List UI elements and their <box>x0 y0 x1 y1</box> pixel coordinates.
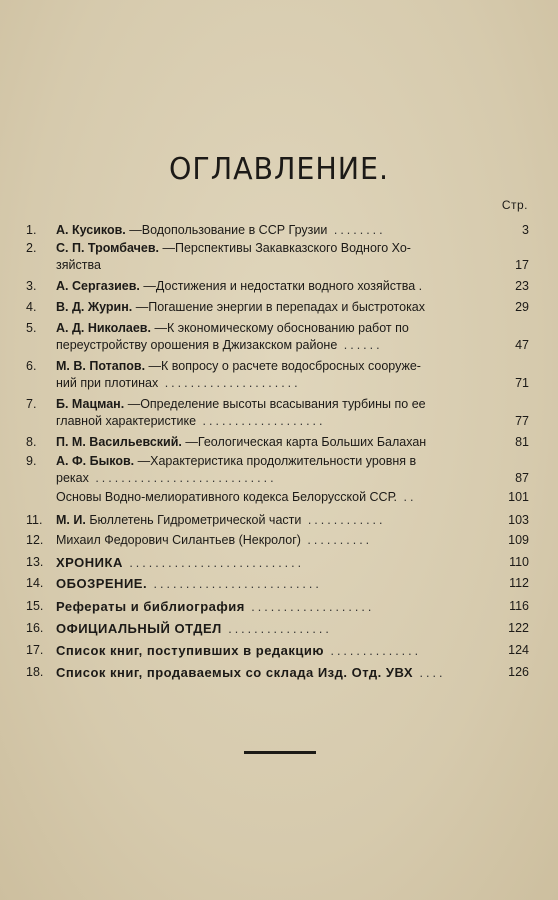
entry-page-number: 3 <box>522 223 529 237</box>
entry-text <box>56 320 500 337</box>
entry-text <box>56 375 500 392</box>
entry-title: —Погашение энергии в перепадах и быстротоках <box>135 300 426 314</box>
entry-number: 14. <box>26 576 44 590</box>
entry-title: —Геологическая карта Больших Балахан <box>185 435 427 449</box>
leader-dots: .......................... <box>147 577 322 591</box>
entry-number: 12. <box>26 533 44 547</box>
entry-page-number: 29 <box>515 300 529 314</box>
entry-text <box>56 489 500 506</box>
entry-text <box>56 575 500 593</box>
entry-page-number: 87 <box>515 471 529 485</box>
entry-number: 8. <box>26 435 37 449</box>
entry-number: 3. <box>26 279 37 293</box>
entry-author: А. Д. Николаев. <box>56 321 151 335</box>
entry-text <box>56 240 500 257</box>
entry-author: М. И. <box>56 513 86 527</box>
entry-title: —К экономическому обоснованию работ по <box>154 321 409 335</box>
entry-number: 1. <box>26 223 37 237</box>
entry-author: А. Ф. Быков. <box>56 454 135 468</box>
entry-title: зяйства <box>56 258 101 272</box>
entry-author: А. Кусиков. <box>56 223 126 237</box>
entry-author: А. Сергазиев. <box>56 279 140 293</box>
entry-number: 9. <box>26 454 37 468</box>
entry-page-number: 17 <box>515 258 529 272</box>
entry-page-number: 103 <box>508 513 529 527</box>
entry-text <box>56 532 500 549</box>
entry-number: 5. <box>26 321 37 335</box>
entry-author: С. П. Тромбачев. <box>56 241 159 255</box>
entry-author: В. Д. Журин. <box>56 300 133 314</box>
entry-number: 11. <box>26 513 43 527</box>
entry-author: ОФИЦИАЛЬНЫЙ ОТДЕЛ <box>56 621 222 636</box>
entry-page-number: 77 <box>515 414 529 428</box>
entry-text <box>56 337 500 354</box>
leader-dots: ................... <box>244 600 375 614</box>
leader-dots: ............ <box>301 513 386 527</box>
entry-text <box>56 512 500 529</box>
entry-page-number: 112 <box>509 576 529 590</box>
leader-dots: ............................ <box>88 471 277 485</box>
toc-entry[interactable] <box>0 240 558 274</box>
entry-author: М. В. Потапов. <box>56 359 146 373</box>
entry-number: 16. <box>26 621 44 635</box>
toc-entry[interactable] <box>0 396 558 430</box>
entry-number: 15. <box>26 599 44 613</box>
entry-page-number: 116 <box>509 599 529 613</box>
toc-entry[interactable] <box>0 664 558 681</box>
entry-page-number: 126 <box>508 665 529 679</box>
entry-page-number: 124 <box>508 643 529 657</box>
toc-entry[interactable] <box>0 489 558 506</box>
entry-number: 2. <box>26 241 37 255</box>
entry-author: П. М. Васильевский. <box>56 435 182 449</box>
toc-entry[interactable] <box>0 222 558 239</box>
entry-text <box>56 413 500 430</box>
entry-text <box>56 257 500 274</box>
entry-author: Список книг, продаваемых со склада Изд. Отд. УВХ <box>56 665 414 680</box>
entry-text <box>56 358 500 375</box>
entry-page-number: 47 <box>515 338 529 352</box>
toc-entry[interactable] <box>0 299 558 316</box>
entry-number: 13. <box>26 555 44 569</box>
entry-number: 17. <box>26 643 44 657</box>
entry-title: Бюллетень Гидрометрической части <box>89 513 302 527</box>
entry-text <box>56 470 500 487</box>
entry-text <box>56 396 500 413</box>
end-rule <box>244 751 316 754</box>
entry-title: —Водопользование в ССР Грузии <box>129 223 328 237</box>
entry-number: 4. <box>26 300 37 314</box>
entry-page-number: 81 <box>515 435 529 449</box>
entry-title: ний при плотинах <box>56 376 159 390</box>
entry-author: Рефераты и библиография <box>56 599 245 614</box>
entry-number: 18. <box>26 665 44 679</box>
entry-text <box>56 664 500 682</box>
entry-title: —Определение высоты всасывания турбины по ее <box>127 397 426 411</box>
entry-text <box>56 434 500 451</box>
leader-dots: ...... <box>337 338 383 352</box>
page-column-label: Стр. <box>501 198 528 212</box>
toc-entry[interactable] <box>0 320 558 354</box>
entry-text <box>56 554 500 572</box>
entry-number: 6. <box>26 359 37 373</box>
toc-heading: ОГЛАВЛЕНИЕ. <box>168 152 389 187</box>
entry-text <box>56 642 500 660</box>
toc-entry[interactable] <box>0 278 558 295</box>
toc-entry[interactable] <box>0 554 558 571</box>
entry-title: Михаил Федорович Силантьев (Некролог) <box>56 533 301 547</box>
toc-entry[interactable] <box>0 620 558 637</box>
entry-page-number: 71 <box>515 376 529 390</box>
leader-dots: ........ <box>327 223 386 237</box>
entry-title: главной характеристике <box>56 414 197 428</box>
leader-dots: ..................... <box>158 376 301 390</box>
toc-entry[interactable] <box>0 512 558 529</box>
toc-entry[interactable] <box>0 434 558 451</box>
entry-author: ОБОЗРЕНИЕ. <box>56 576 148 591</box>
entry-page-number: 109 <box>508 533 529 547</box>
entry-text <box>56 598 500 616</box>
entry-text <box>56 620 500 638</box>
entry-author: Список книг, поступивших в редакцию <box>56 643 324 658</box>
entry-text <box>56 299 500 316</box>
entry-title: Основы Водно-мелиоративного кодекса Белорусской ССР. <box>56 490 398 504</box>
entry-text <box>56 453 500 470</box>
entry-title: —К вопросу о расчете водосбросных сооруже- <box>148 359 421 373</box>
entry-author: ХРОНИКА <box>56 555 123 570</box>
toc-entry[interactable] <box>0 358 558 392</box>
entry-page-number: 23 <box>515 279 529 293</box>
entry-page-number: 101 <box>508 490 529 504</box>
leader-dots: ................... <box>196 414 326 428</box>
toc-entry[interactable] <box>0 532 558 549</box>
entry-page-number: 110 <box>509 555 529 569</box>
entry-number: 7. <box>26 397 37 411</box>
entry-page-number: 122 <box>508 621 529 635</box>
leader-dots: .......... <box>300 533 373 547</box>
entry-title: —Характеристика продолжительности уровня в <box>137 454 417 468</box>
leader-dots: ........................... <box>122 556 305 570</box>
toc-entry[interactable] <box>0 598 558 615</box>
entry-text <box>56 278 500 295</box>
entry-title: реках <box>56 471 89 485</box>
entry-author: Б. Мацман. <box>56 397 125 411</box>
entry-title: —Перспективы Закавказского Водного Хо- <box>162 241 411 255</box>
leader-dots: .............. <box>324 644 422 658</box>
entry-title: —Достижения и недостатки водного хозяйства . <box>143 279 423 293</box>
toc-entry[interactable] <box>0 642 558 659</box>
toc-entry[interactable] <box>0 453 558 487</box>
entry-text <box>56 222 500 239</box>
toc-entry[interactable] <box>0 575 558 592</box>
leader-dots: ................ <box>221 622 332 636</box>
entry-title: переустройству орошения в Джизакском районе <box>56 338 338 352</box>
leader-dots: .. <box>397 490 417 504</box>
leader-dots: .... <box>413 666 446 680</box>
